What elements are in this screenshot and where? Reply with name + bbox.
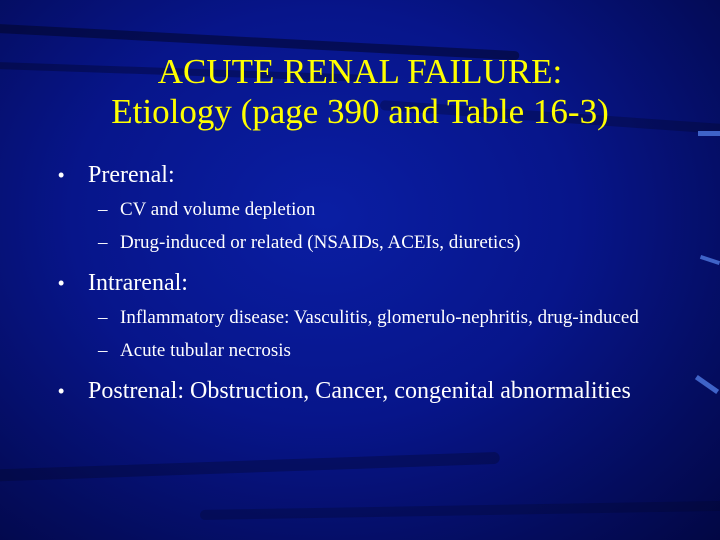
slide-body (58, 160, 678, 406)
slide-title (0, 52, 720, 132)
bullet-item (58, 268, 678, 298)
sub-bullet-item (98, 199, 678, 221)
sub-bullet-text: Inflammatory disease: Vasculitis, glomerulo-nephritis, drug-induced (120, 307, 639, 328)
bullet-text: Postrenal: Obstruction, Cancer, congenital abnormalities (88, 378, 631, 404)
slide-title-line-2: Etiology (page 390 and Table 16-3) (111, 92, 609, 131)
edge-accent-mark (695, 375, 719, 394)
sub-bullet-marker: – (98, 199, 108, 220)
bullet-marker: • (58, 273, 65, 293)
bullet-marker: • (58, 381, 65, 401)
bullet-item (58, 376, 678, 406)
sub-bullet-text: Drug-induced or related (NSAIDs, ACEIs, diuretics) (120, 232, 521, 253)
sub-bullet-marker: – (98, 232, 108, 253)
background-streak (200, 500, 720, 520)
sub-bullet-item (98, 232, 678, 254)
bullet-text: Prerenal: (88, 162, 175, 188)
bullet-marker: • (58, 165, 65, 185)
sub-bullet-text: Acute tubular necrosis (120, 340, 291, 361)
sub-bullet-text: CV and volume depletion (120, 199, 316, 220)
sub-bullet-item (98, 340, 678, 362)
bullet-text: Intrarenal: (88, 270, 188, 296)
background-streak (0, 452, 500, 482)
slide-title-line-1: ACUTE RENAL FAILURE: (157, 52, 563, 91)
sub-bullet-marker: – (98, 307, 108, 328)
sub-bullet-marker: – (98, 340, 108, 361)
bullet-item (58, 160, 678, 190)
sub-bullet-item (98, 307, 678, 329)
edge-accent-mark (700, 255, 720, 265)
